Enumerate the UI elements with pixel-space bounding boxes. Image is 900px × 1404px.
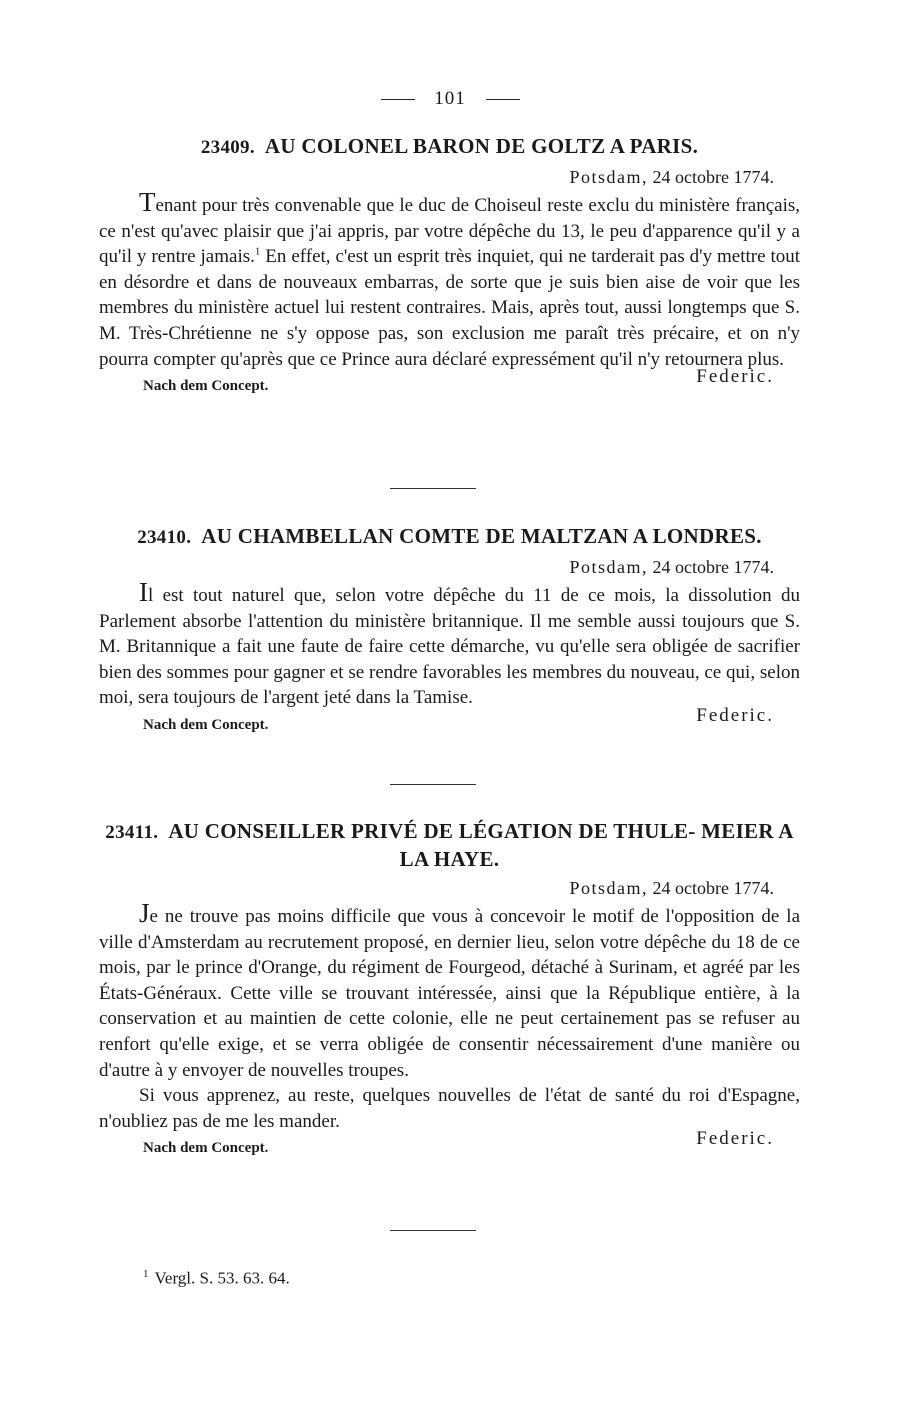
letter-number: 23410. bbox=[137, 527, 192, 548]
page-number-line bbox=[0, 88, 900, 110]
date-place: Potsdam, bbox=[569, 878, 649, 898]
letter-closing bbox=[99, 1128, 800, 1162]
date-place: Potsdam, bbox=[569, 167, 649, 187]
letter-heading bbox=[99, 818, 800, 872]
letter-body bbox=[99, 577, 800, 711]
paragraph-text: l est tout naturel que, selon votre dépêche du 11 de ce mois, la dissolution du Parlement absorbe l'attention du ministère britannique. Il me semble aussi toujours que S. M. Britannique a fait une faute de faire cette démarche, vu qu'elle sera obligée de sacrifier bien des sommes pour gagner et se rendre favorables les membres du nouveau, ce qui, selon moi, sera toujours de l'argent jeté dans la Tamise. bbox=[99, 585, 800, 709]
paragraph-text-continued: En effet, c'est un esprit très inquiet, qui ne tarderait pas d'y mettre tout en désordre et dans de nouveaux embarras, de sorte que je suis bien aise de voir que les membres du ministère actuel lui restent contraires. Mais, après tout, aussi longtemps que S. M. Très-Chrétienne ne s'y oppose pas, son exclusion me paraît très précaire, et on n'y pourra compter qu'après que ce Prince aura déclaré expressément qu'il n'y retournera plus. bbox=[99, 246, 800, 370]
date: 24 octobre 1774. bbox=[652, 167, 774, 187]
letter-title: AU CONSEILLER PRIVÉ DE LÉGATION DE THULE- MEIER A LA HAYE. bbox=[168, 819, 794, 871]
paragraph bbox=[99, 898, 800, 1083]
letter-23410 bbox=[99, 523, 800, 739]
date: 24 octobre 1774. bbox=[652, 878, 774, 898]
letter-body bbox=[99, 898, 800, 1134]
dateline bbox=[99, 876, 774, 900]
letter-closing bbox=[99, 366, 800, 400]
letter-heading bbox=[99, 133, 800, 161]
section-divider bbox=[390, 1230, 476, 1231]
paragraph-text: enant pour très convenable que le duc de Choiseul reste exclu du ministère français, ce n'est qu'avec plaisir que j'ai appris, par votre dépêche du 13, le peu d'apparence qu'il y a qu'il y rentre jamais. bbox=[99, 195, 800, 268]
source-note: Nach dem Concept. bbox=[143, 1140, 269, 1157]
source-note: Nach dem Concept. bbox=[143, 716, 269, 733]
page-number-dash-right bbox=[486, 99, 520, 100]
source-note: Nach dem Concept. bbox=[143, 378, 269, 395]
page-number-dash-left bbox=[381, 99, 415, 100]
section-divider bbox=[390, 488, 476, 489]
date: 24 octobre 1774. bbox=[652, 557, 774, 577]
letter-number: 23411. bbox=[105, 822, 159, 843]
section-divider bbox=[390, 784, 476, 785]
signature: Federic. bbox=[696, 1128, 774, 1150]
footnote-mark: 1 bbox=[143, 1268, 149, 1280]
signature: Federic. bbox=[696, 704, 774, 726]
letter-title: AU COLONEL BARON DE GOLTZ A PARIS. bbox=[264, 134, 699, 158]
paragraph bbox=[99, 1083, 800, 1134]
paragraph bbox=[99, 187, 800, 372]
dateline bbox=[99, 165, 774, 189]
footnote bbox=[143, 1268, 290, 1289]
paragraph-text: e ne trouve pas moins difficile que vous à concevoir le motif de l'opposition de la ville d'Amsterdam au recrutement proposé, en dernier lieu, selon votre dépêche du 18 de ce mois, par le prince d'Orange, du régiment de Fourgeod, détaché à Surinam, et agréé par les États-Généraux. Cette ville se trouvant intéressée, ainsi que la République entière, à la conservation et au maintien de cette colonie, elle ne peut certainement pas se refuser au renfort qu'elle exige, et se verra obligée de consentir nécessairement d'une manière ou d'autre à y envoyer de nouvelles troupes. bbox=[99, 906, 800, 1081]
footnote-text: Vergl. S. 53. 63. 64. bbox=[154, 1268, 290, 1288]
letter-23409 bbox=[99, 133, 800, 400]
signature: Federic. bbox=[696, 366, 774, 388]
letter-heading bbox=[99, 523, 800, 551]
initial-letter: I bbox=[139, 577, 148, 607]
date-place: Potsdam, bbox=[569, 557, 649, 577]
dateline bbox=[99, 555, 774, 579]
footnote-reference: 1 bbox=[254, 245, 261, 258]
letter-title: AU CHAMBELLAN COMTE DE MALTZAN A LONDRES. bbox=[201, 524, 762, 548]
initial-letter: J bbox=[139, 898, 150, 928]
page-number: 101 bbox=[434, 88, 466, 109]
initial-letter: T bbox=[139, 187, 156, 217]
letter-23411 bbox=[99, 818, 800, 1162]
letter-number: 23409. bbox=[200, 137, 255, 158]
letter-closing bbox=[99, 704, 800, 739]
paragraph bbox=[99, 577, 800, 711]
paragraph-text: Si vous apprenez, au reste, quelques nouvelles de l'état de santé du roi d'Espagne, n'oubliez pas de me les mander. bbox=[99, 1085, 800, 1132]
letter-body bbox=[99, 187, 800, 372]
